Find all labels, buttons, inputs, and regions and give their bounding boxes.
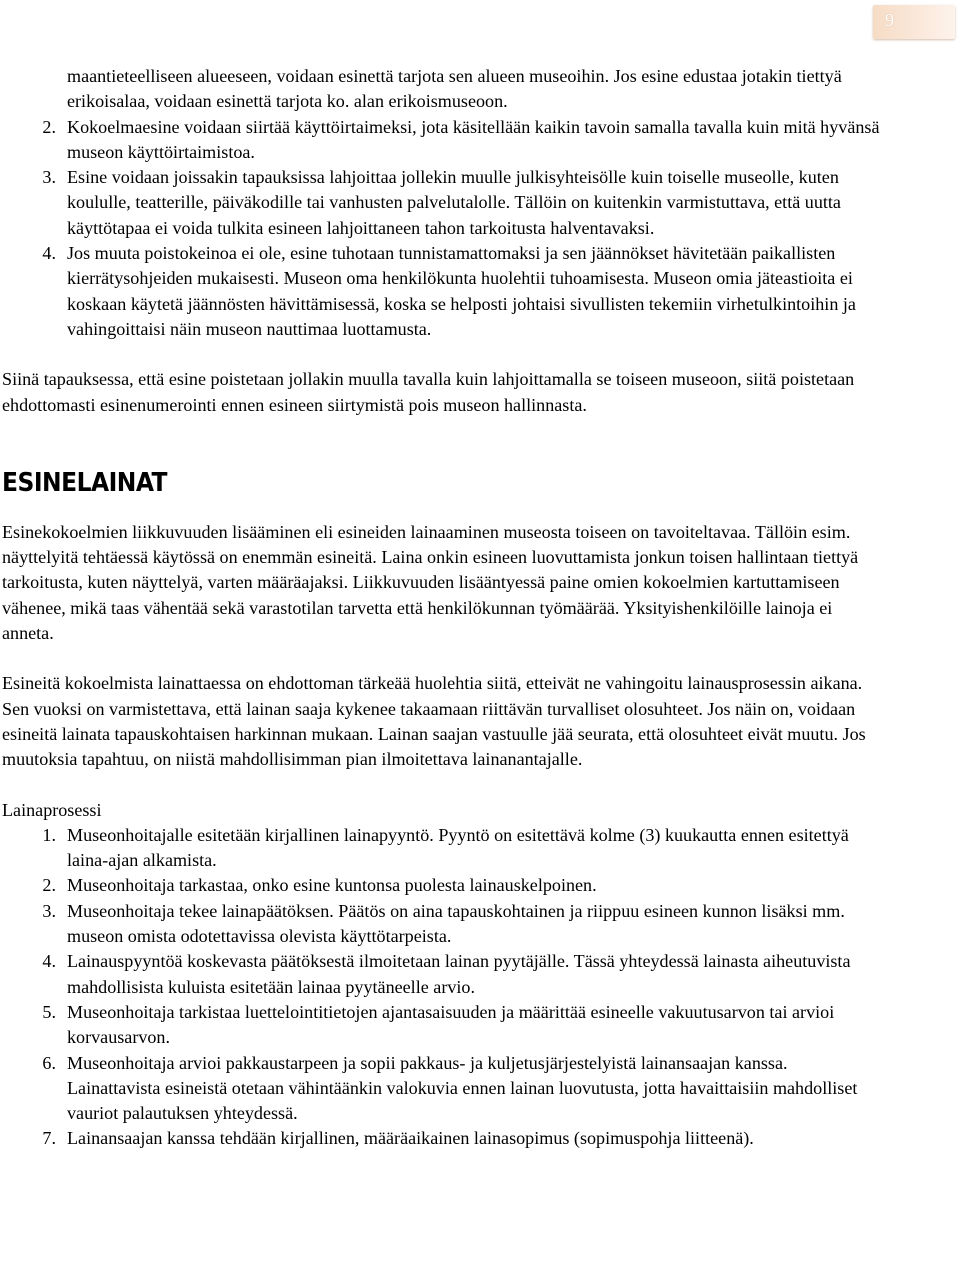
loan-process-list xyxy=(0,823,880,1152)
list-item xyxy=(0,165,880,241)
list-item xyxy=(0,1051,880,1127)
list-item-number: 2. xyxy=(42,116,56,137)
page-number-badge xyxy=(873,5,955,39)
list-item xyxy=(0,873,880,898)
removal-methods-list xyxy=(0,115,880,343)
section-heading: ESINELAINAT xyxy=(2,467,167,498)
list-item-number: 1. xyxy=(42,824,56,845)
list-item-text: Esine voidaan joissakin tapauksissa lahjoittaa jollekin muulle julkisyhteisölle kuin toiselle museolle, kuten koululle, teatterille, päiväkodille tai vanhusten palvelutalolle. Tällöin on kuitenkin varmistuttava, että uutta käyttötapaa ei voida tulkita esineen lahjoittaneen tahon tarkoitusta halventavaksi. xyxy=(67,167,841,238)
list-item-number: 2. xyxy=(42,875,56,896)
list-item-text: Museonhoitaja arvioi pakkaustarpeen ja sopii pakkaus- ja kuljetusjärjestelyistä lainansaajan kanssa. Lainattavista esineistä otetaan vähintäänkin valokuvia ennen lainan luovutusta, jotta havaittaisiin mahdolliset vauriot palautuksen yhteydessä. xyxy=(67,1052,858,1124)
list-item-number: 7. xyxy=(42,1128,56,1149)
list-item-text: Museonhoitaja tekee lainapäätöksen. Päätös on aina tapauskohtainen ja riippuu esineen kunnon lisäksi mm. museon omista odotettavissa olevista käyttötarpeista. xyxy=(67,900,845,947)
list-item-continuation: maantieteelliseen alueeseen, voidaan esinettä tarjota sen alueen museoihin. Jos esine edustaa jotakin tiettyä erikoisalaa, voidaan esinettä tarjota ko. alan erikoismuseoon. xyxy=(67,66,842,112)
list-item-text: Kokoelmaesine voidaan siirtää käyttöirtaimeksi, jota käsitellään kaikin tavoin samalla tavalla kuin mitä hyvänsä museon käyttöirtaimistoa. xyxy=(67,116,880,162)
list-item-number: 3. xyxy=(42,900,56,921)
list-item-text: Museonhoitaja tarkastaa, onko esine kuntonsa puolesta lainauskelpoinen. xyxy=(67,875,597,896)
list-item-number: 4. xyxy=(42,951,56,972)
list-item-text: Museonhoitaja tarkistaa luettelointitietojen ajantasaisuuden ja määrittää esineelle vakuutusarvon tai arvioi korvausarvon. xyxy=(67,1001,835,1048)
list-item xyxy=(0,899,880,950)
list-item xyxy=(0,1000,880,1051)
list-item xyxy=(0,241,880,342)
list-item-text: Lainauspyyntöä koskevasta päätöksestä ilmoitetaan lainan pyytäjälle. Tässä yhteydessä lainasta aiheutuvista mahdollisista kuluista esitetään lainaa pyytäneelle arvio. xyxy=(67,951,851,997)
list-item xyxy=(0,949,880,1000)
paragraph-transfer: Siinä tapauksessa, että esine poistetaan jollakin muulla tavalla kuin lahjoittamalla se toiseen museoon, siitä poistetaan ehdottomasti esinenumerointi ennen esineen siirtymistä pois museon hallinnasta. xyxy=(2,369,855,415)
list-item-number: 5. xyxy=(42,1001,56,1022)
paragraph-intro: Esinekokoelmien liikkuvuuden lisääminen eli esineiden lainaaminen museosta toiseen on tavoiteltavaa. Tällöin esim. näyttelyitä tehtäessä käytössä on enemmän esineitä. Laina onkin esineen luovuttamista jonkun toisen hallintaan tiettyä tarkoitusta, kuten näyttelyä, varten määräajaksi. Liikkuvuuden lisääntyessä paine omien kokoelmien kartuttamiseen vähenee, mikä taas vähentää sekä varastotilan tarvetta että henkilökunnan työmäärää. Yksityishenkilöille lainoja ei anneta. xyxy=(2,521,859,644)
list-item-number: 4. xyxy=(42,243,56,264)
list-item-number: 3. xyxy=(42,167,56,188)
list-item-text: Jos muuta poistokeinoa ei ole, esine tuhotaan tunnistamattomaksi ja sen jäännökset hävitetään paikallisten kierrätysohjeiden mukaisesti. Museon oma henkilökunta huolehtii tuhoamisesta. Museon omia jäteastioita ei koskaan käytetä jäännösten hävittämisessä, koska se helposti johtaisi sivullisten tekemiin virhetulkintoihin ja vahingoittaisi näin museon nauttimaa luottamusta. xyxy=(67,243,856,339)
list-item-text: Lainansaajan kanssa tehdään kirjallinen, määräaikainen lainasopimus (sopimuspohja liitteenä). xyxy=(67,1128,754,1149)
list-item xyxy=(0,823,880,874)
list-item xyxy=(0,1126,880,1151)
process-label: Lainaprosessi xyxy=(2,799,102,820)
page-number: 9 xyxy=(885,10,894,30)
list-item-number: 6. xyxy=(42,1052,56,1073)
list-item-text: Museonhoitajalle esitetään kirjallinen lainapyyntö. Pyyntö on esitettävä kolme (3) kuukautta ennen esitettyä laina-ajan alkamista. xyxy=(67,824,849,871)
paragraph-conditions: Esineitä kokoelmista lainattaessa on ehdottoman tärkeää huolehtia siitä, etteivät ne vahingoitu lainausprosessin aikana. Sen vuoksi on varmistettava, että lainan saaja kykenee takaamaan riittävän turvalliset olosuhteet. Jos näin on, voidaan esineitä lainata tapauskohtaisen harkinnan mukaan. Lainan saajan vastuulle jää seurata, että olosuhteet eivät muutu. Jos muutoksia tapahtuu, on niistä mahdollisimman pian ilmoitettava lainanantajalle. xyxy=(2,673,866,770)
document-body xyxy=(0,64,880,1152)
list-item xyxy=(0,115,880,166)
